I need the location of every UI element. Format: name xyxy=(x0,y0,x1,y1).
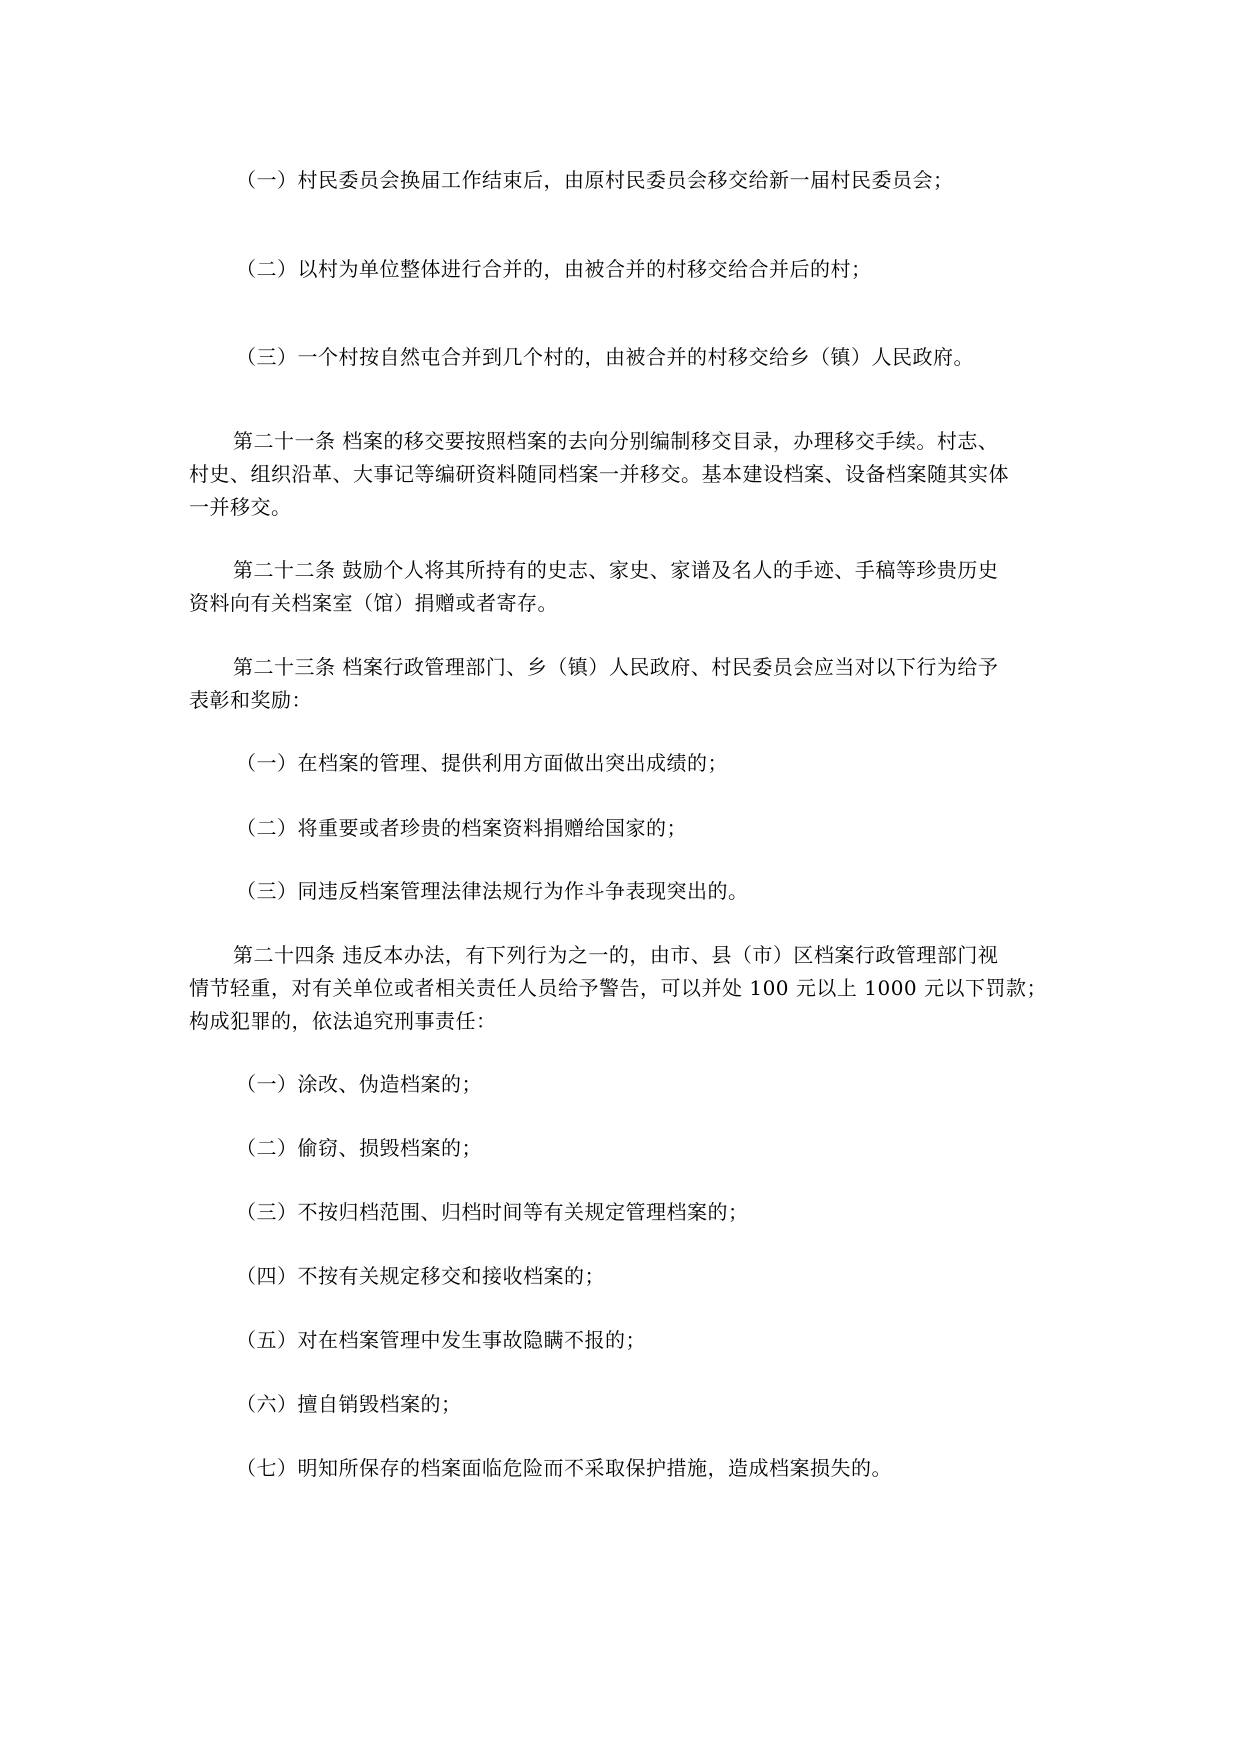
article-22-line: 第二十二条 鼓励个人将其所持有的史志、家史、家谱及名人的手迹、手稿等珍贵历史 xyxy=(233,558,999,582)
list-item: （五）对在档案管理中发生事故隐瞒不报的； xyxy=(236,1328,646,1352)
list-item: （七）明知所保存的档案面临危险而不采取保护措施，造成档案损失的。 xyxy=(236,1456,892,1480)
article-24-line: 情节轻重，对有关单位或者相关责任人员给予警告，可以并处 100 元以上 1000 元以下罚款； xyxy=(189,976,1048,1000)
list-item: （一）村民委员会换届工作结束后，由原村民委员会移交给新一届村民委员会； xyxy=(236,168,954,192)
list-item: （三）不按归档范围、归档时间等有关规定管理档案的； xyxy=(236,1200,749,1224)
article-21-line: 一并移交。 xyxy=(189,495,292,519)
article-21-line: 第二十一条 档案的移交要按照档案的去向分别编制移交目录，办理移交手续。村志、 xyxy=(233,429,999,453)
article-22-line: 资料向有关档案室（馆）捐赠或者寄存。 xyxy=(189,591,558,615)
list-item: （六）擅自销毁档案的； xyxy=(236,1392,462,1416)
list-item: （三）同违反档案管理法律法规行为作斗争表现突出的。 xyxy=(236,879,749,903)
list-item: （一）涂改、伪造档案的； xyxy=(236,1072,482,1096)
list-item: （三）一个村按自然屯合并到几个村的，由被合并的村移交给乡（镇）人民政府。 xyxy=(236,345,974,369)
article-24-line: 构成犯罪的，依法追究刑事责任： xyxy=(189,1009,497,1033)
list-item: （四）不按有关规定移交和接收档案的； xyxy=(236,1264,605,1288)
article-23-line: 第二十三条 档案行政管理部门、乡（镇）人民政府、村民委员会应当对以下行为给予 xyxy=(233,655,999,679)
article-21-line: 村史、组织沿革、大事记等编研资料随同档案一并移交。基本建设档案、设备档案随其实体 xyxy=(189,462,1009,486)
list-item: （二）偷窃、损毁档案的； xyxy=(236,1136,482,1160)
list-item: （二）将重要或者珍贵的档案资料捐赠给国家的； xyxy=(236,816,687,840)
article-24-line: 第二十四条 违反本办法，有下列行为之一的，由市、县（市）区档案行政管理部门视 xyxy=(233,943,999,967)
list-item: （二）以村为单位整体进行合并的，由被合并的村移交给合并后的村； xyxy=(236,257,872,281)
article-23-line: 表彰和奖励： xyxy=(189,688,312,712)
list-item: （一）在档案的管理、提供利用方面做出突出成绩的； xyxy=(236,751,728,775)
